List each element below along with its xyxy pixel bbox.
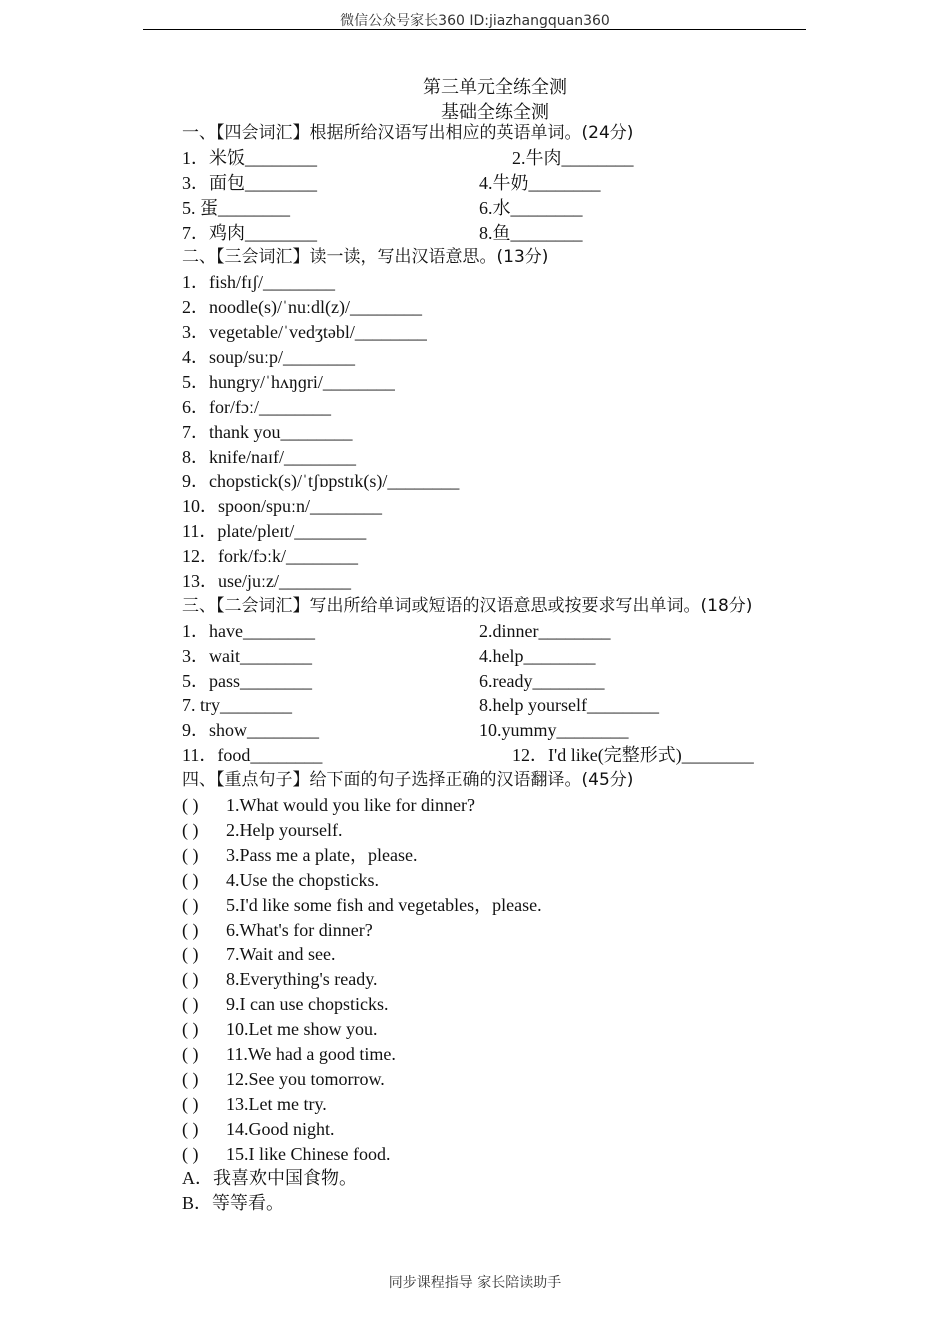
item-left: 9．show________	[182, 720, 320, 741]
list-item	[182, 967, 822, 992]
sentence: 12.See you tomorrow.	[226, 1068, 385, 1089]
sentence: 6.What's for dinner?	[226, 919, 373, 940]
section-1-heading: 一、【四会词汇】根据所给汉语写出相应的英语单词。(24分)	[182, 123, 634, 143]
section-4-heading: 四、【重点句子】给下面的句子选择正确的汉语翻译。(45分)	[182, 770, 634, 791]
sentence: 5.I'd like some fish and vegetables，please.	[226, 894, 542, 915]
item-right: 8.help yourself________	[479, 695, 659, 716]
list-item	[182, 619, 822, 644]
sentence: 4.Use the chopsticks.	[226, 869, 379, 890]
item-right: 10.yummy________	[479, 720, 629, 741]
sentence: 7.Wait and see.	[226, 944, 336, 965]
list-item	[182, 868, 822, 893]
answer-blank[interactable]: ( )	[182, 844, 199, 865]
item-right: 6.ready________	[479, 670, 605, 691]
answer-blank[interactable]: ( )	[182, 894, 199, 915]
answer-blank[interactable]: ( )	[182, 994, 199, 1015]
item-left: 7．鸡肉________	[182, 222, 317, 243]
list-item	[182, 1067, 822, 1092]
list-item: 7．thank you________	[182, 421, 353, 442]
item-right: 2.dinner________	[479, 620, 611, 641]
list-item	[182, 1117, 822, 1142]
sentence: 2.Help yourself.	[226, 819, 343, 840]
list-item	[182, 992, 822, 1017]
sentence: 11.We had a good time.	[226, 1043, 396, 1064]
answer-blank[interactable]: ( )	[182, 919, 199, 940]
list-item: 6．for/fɔː/________	[182, 396, 331, 417]
sentence: 10.Let me show you.	[226, 1019, 378, 1040]
answer-blank[interactable]: ( )	[182, 969, 199, 990]
list-item: 8．knife/naɪf/________	[182, 446, 356, 467]
item-right: 2.牛肉________	[512, 147, 634, 168]
answer-blank[interactable]: ( )	[182, 869, 199, 890]
sentence: 13.Let me try.	[226, 1093, 327, 1114]
list-item: 2．noodle(s)/ˈnuːdl(z)/________	[182, 297, 422, 318]
sentence: 3.Pass me a plate，please.	[226, 844, 418, 865]
list-item	[182, 669, 822, 694]
list-item	[182, 171, 822, 196]
list-item	[182, 793, 822, 818]
list-item: 13．use/juːz/________	[182, 571, 351, 592]
answer-blank[interactable]: ( )	[182, 1143, 199, 1164]
item-right: 8.鱼________	[479, 222, 583, 243]
list-item	[182, 818, 822, 843]
answer-blank[interactable]: ( )	[182, 1043, 199, 1064]
section-3-heading: 三、【二会词汇】写出所给单词或短语的汉语意思或按要求写出单词。(18分)	[182, 595, 753, 616]
list-item	[182, 1092, 822, 1117]
option-b: B．等等看。	[182, 1193, 285, 1214]
item-right: 12．I'd like(完整形式)________	[512, 745, 754, 766]
answer-blank[interactable]: ( )	[182, 1068, 199, 1089]
option-a: A．我喜欢中国食物。	[182, 1168, 357, 1189]
worksheet-content	[182, 121, 822, 1216]
list-item	[182, 743, 822, 768]
list-item	[182, 918, 822, 943]
sentence: 15.I like Chinese food.	[226, 1143, 391, 1164]
answer-blank[interactable]: ( )	[182, 819, 199, 840]
list-item	[182, 718, 822, 743]
list-item: 11．plate/pleɪt/________	[182, 521, 367, 542]
list-item: 4．soup/suːp/________	[182, 347, 356, 368]
list-item	[182, 196, 822, 221]
sentence: 9.I can use chopsticks.	[226, 994, 389, 1015]
sentence: 8.Everything's ready.	[226, 969, 378, 990]
page-subtitle: 基础全练全测	[441, 102, 549, 123]
item-left: 1．have________	[182, 620, 315, 641]
page-footer: 同步课程指导 家长陪读助手	[388, 1275, 562, 1291]
list-item	[182, 1142, 822, 1167]
item-right: 6.水________	[479, 197, 583, 218]
item-left: 1．米饭________	[182, 147, 317, 168]
list-item: 3．vegetable/ˈvedʒtəbl/________	[182, 322, 427, 343]
answer-blank[interactable]: ( )	[182, 795, 199, 816]
section-2-heading: 二、【三会词汇】读一读，写出汉语意思。(13分)	[182, 247, 549, 268]
list-item	[182, 146, 822, 171]
sentence: 1.What would you like for dinner?	[226, 795, 475, 816]
list-item: 10．spoon/spuːn/________	[182, 496, 383, 517]
item-left: 7. try________	[182, 695, 292, 716]
answer-blank[interactable]: ( )	[182, 944, 199, 965]
answer-blank[interactable]: ( )	[182, 1093, 199, 1114]
list-item	[182, 843, 822, 868]
list-item	[182, 942, 822, 967]
answer-blank[interactable]: ( )	[182, 1019, 199, 1040]
item-right: 4.牛奶________	[479, 172, 601, 193]
list-item: 5．hungry/ˈhʌŋɡri/________	[182, 371, 395, 392]
item-left: 3．wait________	[182, 645, 312, 666]
page-title: 第三单元全练全测	[423, 77, 567, 98]
item-left: 11．food________	[182, 745, 323, 766]
sentence: 14.Good night.	[226, 1118, 335, 1139]
list-item: 1．fish/fɪʃ/________	[182, 272, 335, 293]
item-left: 5. 蛋________	[182, 197, 290, 218]
list-item	[182, 893, 822, 918]
header-rule	[143, 29, 806, 30]
list-item	[182, 644, 822, 669]
list-item	[182, 693, 822, 718]
item-left: 5．pass________	[182, 670, 312, 691]
item-left: 3．面包________	[182, 172, 317, 193]
list-item	[182, 1042, 822, 1067]
answer-blank[interactable]: ( )	[182, 1118, 199, 1139]
item-right: 4.help________	[479, 645, 596, 666]
page-header: 微信公众号家长360 ID:jiazhangquan360	[340, 13, 610, 29]
list-item	[182, 221, 822, 246]
list-item	[182, 1017, 822, 1042]
list-item: 12．fork/fɔːk/________	[182, 546, 358, 567]
list-item: 9．chopstick(s)/ˈtʃɒpstɪk(s)/________	[182, 471, 460, 492]
